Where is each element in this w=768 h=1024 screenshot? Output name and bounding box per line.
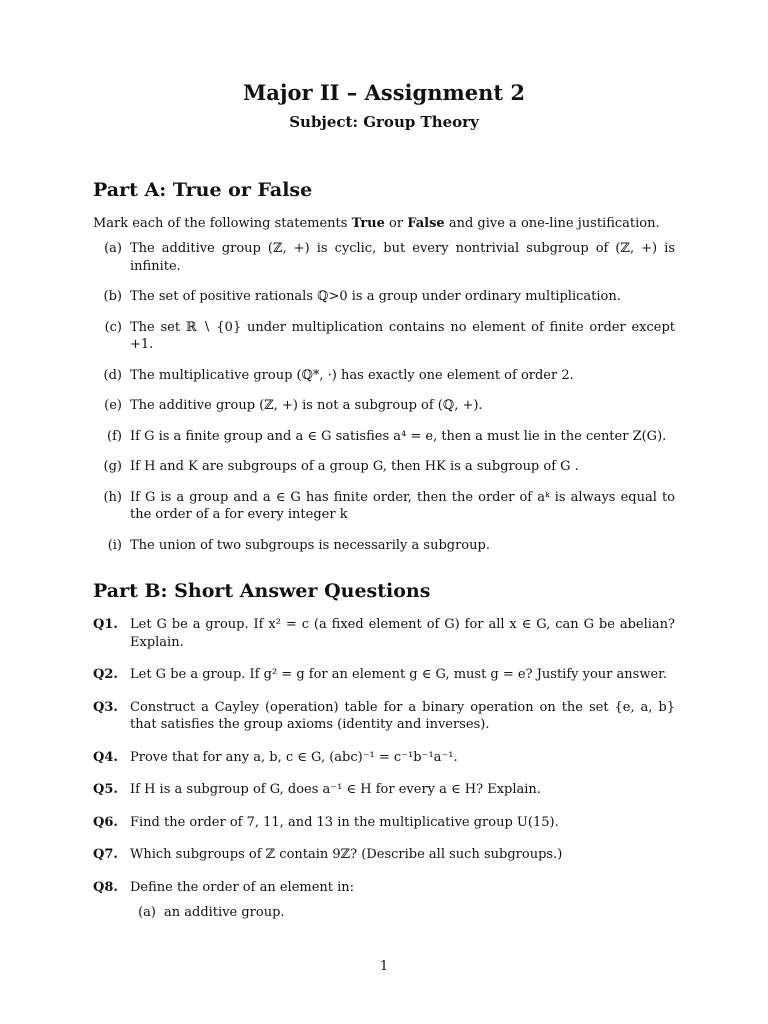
item-label: (f): [107, 428, 122, 444]
item-label: (b): [103, 289, 122, 304]
intro-text: and give a one-line justification.: [444, 216, 660, 231]
item-text: The additive group (ℤ, +) is cyclic, but every nontrivial subgroup of (ℤ, +) is infinite.: [130, 241, 675, 274]
question-label: Q8.: [93, 879, 118, 895]
item-text: If G is a group and a ∈ G has finite order, then the order of aᵏ is always equal to the order of a for every integer k: [130, 489, 675, 522]
item-text: The multiplicative group (ℚ*, ·) has exactly one element of order 2.: [130, 367, 574, 383]
question-item: [93, 879, 675, 897]
intro-text: or: [384, 216, 408, 231]
sub-item-text: an additive group.: [164, 905, 285, 920]
list-item: [93, 240, 675, 275]
document-page: [93, 80, 675, 922]
item-label: (d): [103, 367, 122, 383]
question-text: Let G be a group. If g² = g for an element g ∈ G, must g = e? Justify your answer.: [130, 667, 668, 682]
item-label: (h): [103, 489, 122, 505]
question-text: Let G be a group. If x² = c (a fixed element of G) for all x ∈ G, can G be abelian? Explain.: [130, 617, 675, 650]
item-text: The union of two subgroups is necessarily a subgroup.: [130, 537, 490, 553]
question-label: Q7.: [93, 847, 118, 862]
question-text: If H is a subgroup of G, does a⁻¹ ∈ H for every a ∈ H? Explain.: [130, 782, 541, 797]
question-label: Q2.: [93, 667, 118, 682]
list-item: [93, 288, 675, 306]
sub-item-label: (a): [138, 905, 156, 920]
question-text: Which subgroups of ℤ contain 9ℤ? (Describe all such subgroups.): [130, 847, 563, 862]
question-label: Q1.: [93, 617, 118, 632]
list-item: [93, 537, 675, 555]
list-item: [93, 319, 675, 354]
item-label: (i): [107, 537, 122, 553]
question-item: [93, 616, 675, 651]
question-item: [93, 699, 675, 734]
item-label: (g): [103, 459, 122, 474]
page-number: 1: [379, 959, 389, 974]
item-label: (a): [104, 241, 122, 256]
question-item: [93, 814, 675, 832]
item-text: The set ℝ ∖ {0} under multiplication contains no element of finite order except +1.: [130, 319, 675, 352]
part-a-heading: Part A: True or False: [93, 179, 313, 201]
intro-false-word: False: [407, 216, 445, 231]
document-subtitle: Subject: Group Theory: [289, 113, 479, 131]
document-title: Major II – Assignment 2: [243, 80, 525, 105]
item-label: (e): [104, 398, 122, 413]
question-label: Q3.: [93, 699, 118, 715]
question-text: Prove that for any a, b, c ∈ G, (abc)⁻¹ = c⁻¹b⁻¹a⁻¹.: [130, 749, 458, 765]
intro-text: Mark each of the following statements: [93, 216, 352, 231]
item-text: If H and K are subgroups of a group G, then HK is a subgroup of G .: [130, 459, 579, 474]
list-item: [93, 397, 675, 415]
list-item: [93, 458, 675, 476]
sub-item: [135, 904, 675, 922]
list-item: [93, 489, 675, 524]
part-b-heading: Part B: Short Answer Questions: [93, 580, 431, 602]
question-label: Q4.: [93, 749, 118, 765]
item-text: The additive group (ℤ, +) is not a subgroup of (ℚ, +).: [130, 398, 483, 413]
item-text: The set of positive rationals ℚ>0 is a group under ordinary multiplication.: [130, 289, 621, 304]
question-label: Q6.: [93, 814, 118, 830]
item-text: If G is a finite group and a ∈ G satisfies a⁴ = e, then a must lie in the center Z(G).: [130, 428, 667, 444]
part-a-list: [93, 240, 675, 554]
question-label: Q5.: [93, 782, 118, 797]
list-item: [93, 428, 675, 446]
part-a-instructions: [93, 215, 675, 233]
item-label: (c): [104, 319, 122, 335]
intro-true-word: True: [351, 216, 385, 231]
question-text: Define the order of an element in:: [130, 879, 355, 895]
question-item: [93, 666, 675, 684]
question-text: Find the order of 7, 11, and 13 in the multiplicative group U(15).: [130, 814, 559, 830]
question-item: [93, 846, 675, 864]
question-text: Construct a Cayley (operation) table for a binary operation on the set {e, a, b} that satisfies the group axioms (identity and inverses).: [130, 699, 675, 732]
list-item: [93, 367, 675, 385]
question-item: [93, 781, 675, 799]
part-b-list: [93, 616, 675, 922]
question-item: [93, 749, 675, 767]
